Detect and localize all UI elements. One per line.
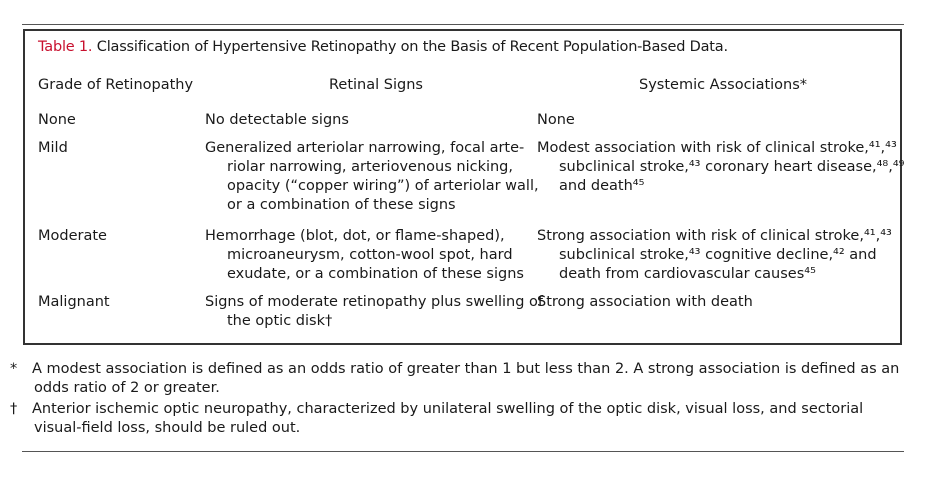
header-grade: Grade of Retinopathy xyxy=(38,77,194,93)
row-moderate-grade: Moderate xyxy=(38,228,107,244)
row-none-signs: No detectable signs xyxy=(205,112,349,128)
top-rule xyxy=(22,24,904,25)
footnote-mark: * xyxy=(10,361,18,377)
row-none-grade: None xyxy=(38,112,76,128)
row-mild-grade: Mild xyxy=(38,140,68,156)
row-moderate-signs: Hemorrhage (blot, dot, or flame-shaped), microaneurysm, cotton-wool spot, hard exudate, or a combination of these signs xyxy=(205,228,524,282)
table-frame xyxy=(23,29,905,345)
row-malignant-associations: Strong association with death xyxy=(537,294,753,310)
table-title-text: Classification of Hypertensive Retinopathy on the Basis of Recent Population-Based Data. xyxy=(96,39,728,55)
table-label: Table 1. xyxy=(38,39,93,55)
footnote-text: A modest association is defined as an odds ratio of greater than 1 but less than 2. A strong association is defined as an odds ratio of 2 or greater. xyxy=(32,361,900,396)
row-malignant-grade: Malignant xyxy=(38,294,110,310)
table-title xyxy=(38,39,728,55)
bottom-rule xyxy=(22,451,904,452)
footnote-dagger xyxy=(10,400,914,438)
footnote-asterisk xyxy=(10,360,914,398)
row-moderate-associations: Strong association with risk of clinical stroke,⁴¹,⁴³ subclinical stroke,⁴³ cognitive decline,⁴² and death from cardiovascular causes⁴⁵ xyxy=(537,228,892,282)
row-mild-associations: Modest association with risk of clinical stroke,⁴¹,⁴³ subclinical stroke,⁴³ coronary heart disease,⁴⁸,⁴⁹ and death⁴⁵ xyxy=(537,140,905,194)
row-malignant-signs: Signs of moderate retinopathy plus swelling of the optic disk† xyxy=(205,294,544,329)
header-retinal-signs: Retinal Signs xyxy=(329,77,423,93)
footnote-mark: † xyxy=(10,401,18,417)
row-none-associations: None xyxy=(537,112,575,128)
header-systemic-associations: Systemic Associations* xyxy=(639,77,808,93)
footnote-text: Anterior ischemic optic neuropathy, characterized by unilateral swelling of the optic disk, visual loss, and sectorial visual-field loss, should be ruled out. xyxy=(32,401,864,436)
row-mild-signs: Generalized arteriolar narrowing, focal arte-riolar narrowing, arteriovenous nicking, opacity (“copper wiring”) of arteriolar wall, or a combination of these signs xyxy=(205,140,539,213)
